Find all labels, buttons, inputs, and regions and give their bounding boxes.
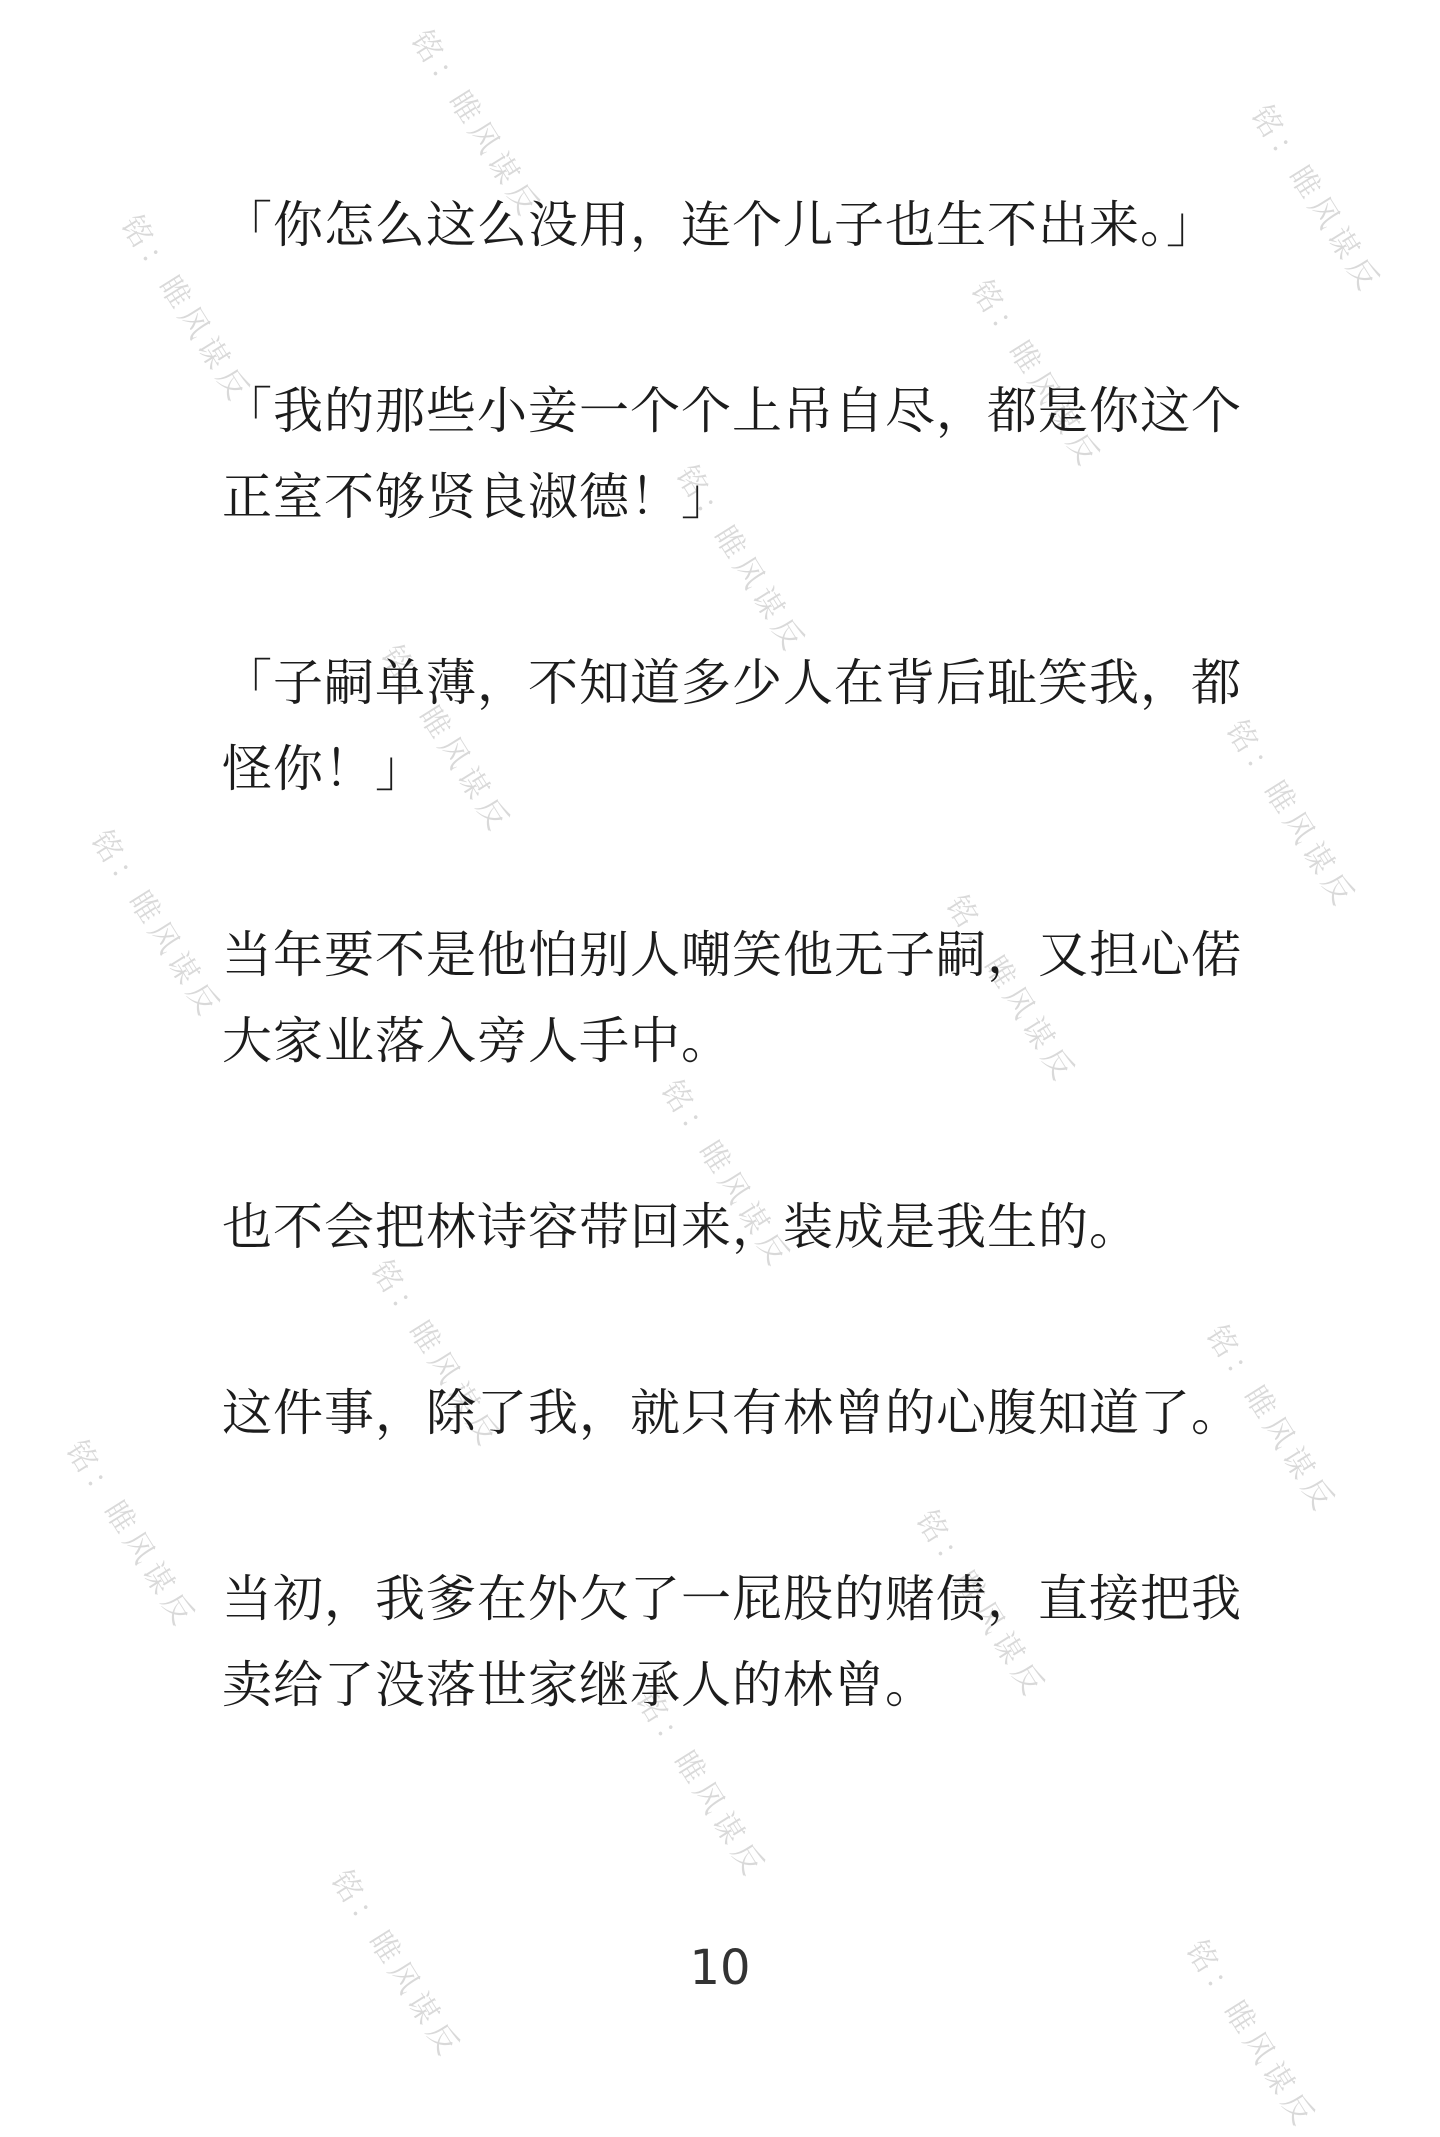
watermark: 铭：睢风谋反 (908, 1504, 1053, 1706)
watermark: 铭：睢风谋反 (1218, 714, 1363, 916)
paragraph: 「子嗣单薄，不知道多少人在背后耻笑我，都怪你！」 (222, 654, 1242, 798)
article-body (222, 182, 1242, 1828)
watermark: 铭：睢风谋反 (403, 24, 548, 226)
watermark: 铭：睢风谋反 (653, 1074, 798, 1276)
watermark: 铭：睢风谋反 (668, 459, 813, 661)
paragraph: 当初，我爹在外欠了一屁股的赌债，直接把我卖给了没落世家继承人的林曾。 (222, 1570, 1242, 1714)
paragraph: 当年要不是他怕别人嘲笑他无子嗣，又担心偌大家业落入旁人手中。 (222, 926, 1242, 1070)
page-number: 10 (689, 1940, 751, 1996)
watermark: 铭：睢风谋反 (628, 1684, 773, 1886)
watermark: 铭：睢风谋反 (1243, 99, 1388, 301)
watermark: 铭：睢风谋反 (83, 824, 228, 1026)
paragraph: 这件事，除了我，就只有林曾的心腹知道了。 (222, 1384, 1242, 1442)
watermark: 铭：睢风谋反 (938, 889, 1083, 1091)
watermark: 铭：睢风谋反 (1198, 1319, 1343, 1521)
paragraph: 「我的那些小妾一个个上吊自尽，都是你这个正室不够贤良淑德！」 (222, 382, 1242, 526)
watermark: 铭：睢风谋反 (58, 1434, 203, 1636)
paragraph: 「你怎么这么没用，连个儿子也生不出来。」 (222, 196, 1217, 254)
paragraph: 也不会把林诗容带回来，装成是我生的。 (222, 1198, 1140, 1256)
watermark: 铭：睢风谋反 (323, 1864, 468, 2066)
watermark: 铭：睢风谋反 (113, 209, 258, 411)
watermark: 铭：睢风谋反 (373, 639, 518, 841)
watermark: 铭：睢风谋反 (363, 1254, 508, 1456)
watermark: 铭：睢风谋反 (963, 274, 1108, 476)
watermark: 铭：睢风谋反 (1178, 1934, 1323, 2136)
